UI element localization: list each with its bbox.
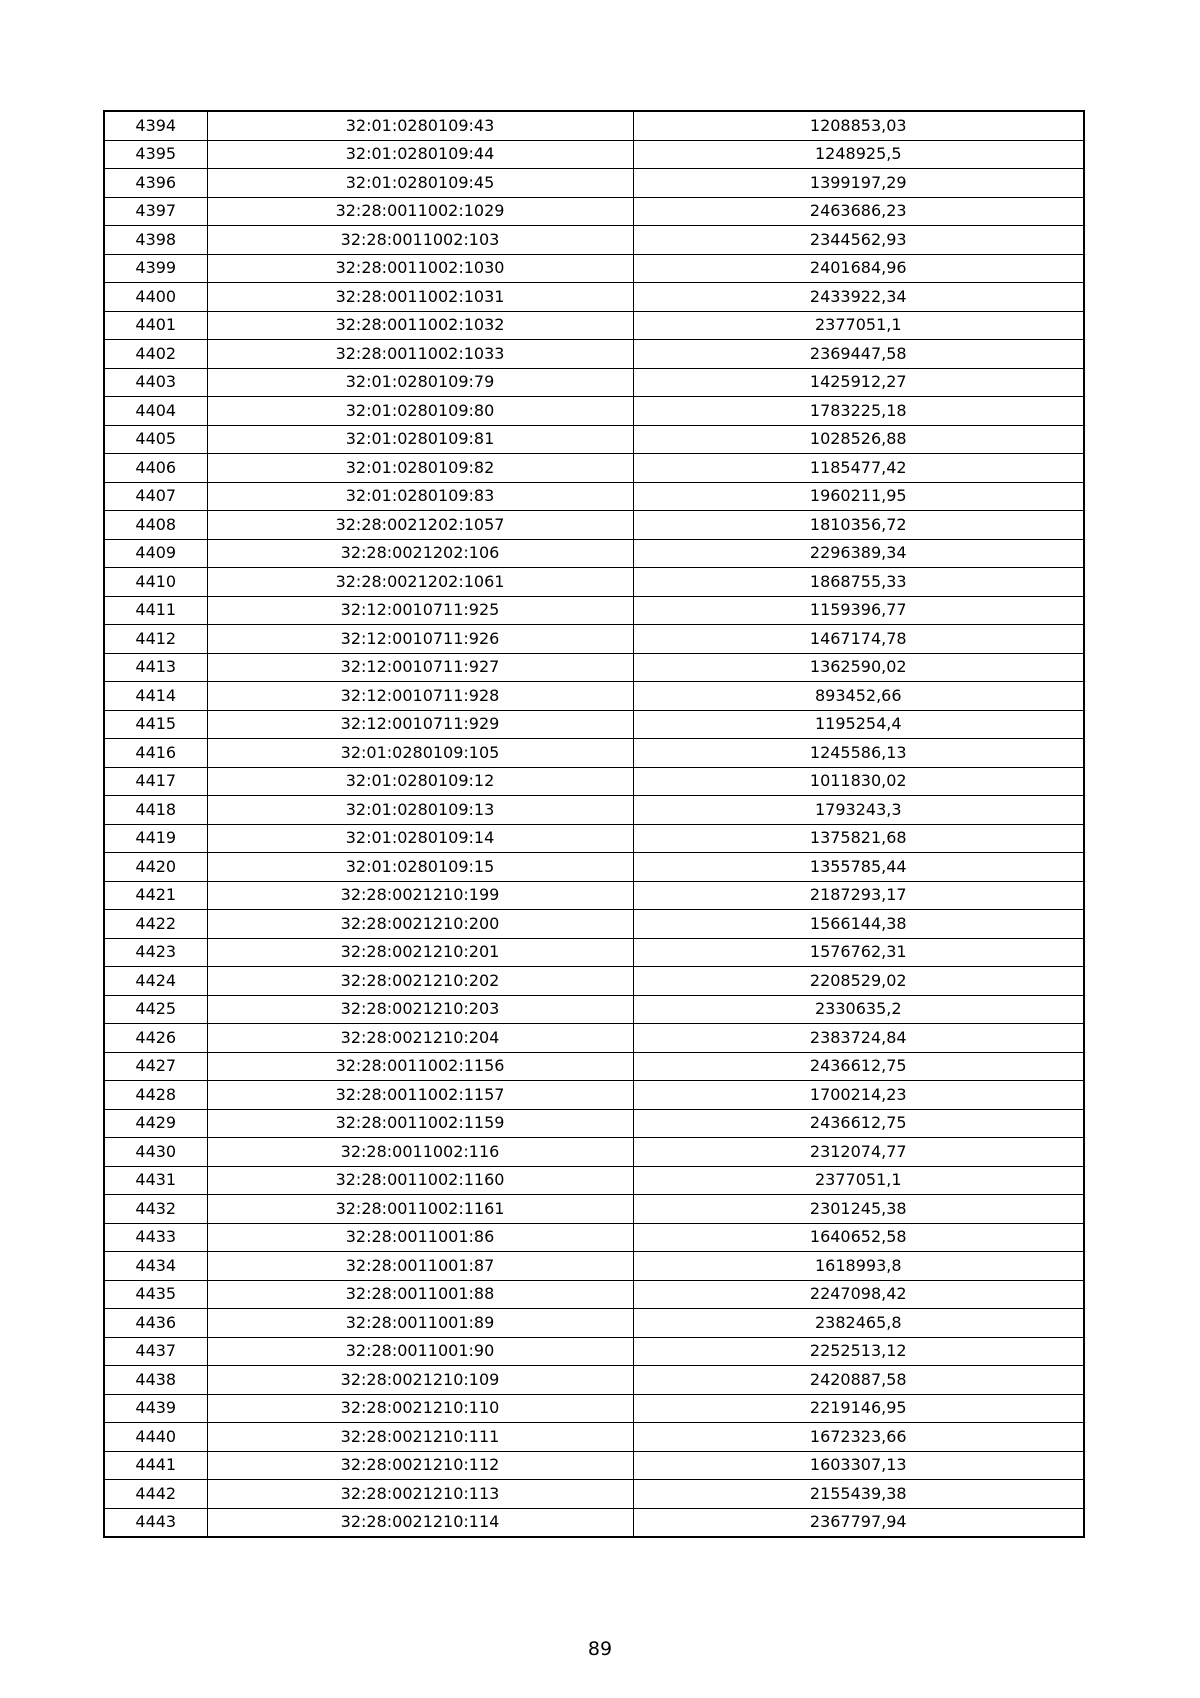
row-number-cell: 4413 [104, 653, 207, 682]
cadastral-number-cell: 32:28:0011002:1156 [207, 1052, 633, 1081]
row-number-cell: 4403 [104, 368, 207, 397]
row-number-cell: 4420 [104, 853, 207, 882]
cadastral-number-cell: 32:28:0011002:1032 [207, 311, 633, 340]
cadastral-number-cell: 32:28:0021210:200 [207, 910, 633, 939]
table-row [104, 1252, 1084, 1281]
table-row [104, 596, 1084, 625]
cadastral-number-cell: 32:28:0011002:1031 [207, 283, 633, 312]
cadastral-number-cell: 32:01:0280109:12 [207, 767, 633, 796]
table-row [104, 625, 1084, 654]
cadastral-number-cell: 32:28:0021210:111 [207, 1423, 633, 1452]
cadastral-number-cell: 32:01:0280109:79 [207, 368, 633, 397]
cadastral-value-cell: 2367797,94 [633, 1508, 1084, 1537]
row-number-cell: 4422 [104, 910, 207, 939]
cadastral-number-cell: 32:28:0011002:1161 [207, 1195, 633, 1224]
row-number-cell: 4434 [104, 1252, 207, 1281]
table-body [104, 111, 1084, 1537]
cadastral-number-cell: 32:12:0010711:926 [207, 625, 633, 654]
cadastral-number-cell: 32:28:0021202:1061 [207, 568, 633, 597]
cadastral-number-cell: 32:28:0011002:116 [207, 1138, 633, 1167]
row-number-cell: 4418 [104, 796, 207, 825]
row-number-cell: 4440 [104, 1423, 207, 1452]
row-number-cell: 4443 [104, 1508, 207, 1537]
cadastral-number-cell: 32:28:0021210:113 [207, 1480, 633, 1509]
cadastral-number-cell: 32:28:0011001:87 [207, 1252, 633, 1281]
cadastral-value-cell: 2436612,75 [633, 1109, 1084, 1138]
table-row [104, 226, 1084, 255]
table-row [104, 482, 1084, 511]
cadastral-value-cell: 2420887,58 [633, 1366, 1084, 1395]
cadastral-number-cell: 32:28:0011001:88 [207, 1280, 633, 1309]
cadastral-value-cell: 2155439,38 [633, 1480, 1084, 1509]
table-row [104, 1423, 1084, 1452]
table-row [104, 568, 1084, 597]
cadastral-value-cell: 2377051,1 [633, 1166, 1084, 1195]
row-number-cell: 4402 [104, 340, 207, 369]
cadastral-value-cell: 1783225,18 [633, 397, 1084, 426]
row-number-cell: 4438 [104, 1366, 207, 1395]
cadastral-value-cell: 2187293,17 [633, 881, 1084, 910]
cadastral-value-cell: 2312074,77 [633, 1138, 1084, 1167]
cadastral-number-cell: 32:01:0280109:80 [207, 397, 633, 426]
cadastral-number-cell: 32:28:0021210:112 [207, 1451, 633, 1480]
row-number-cell: 4432 [104, 1195, 207, 1224]
cadastral-number-cell: 32:28:0021210:114 [207, 1508, 633, 1537]
cadastral-number-cell: 32:12:0010711:925 [207, 596, 633, 625]
cadastral-number-cell: 32:12:0010711:929 [207, 710, 633, 739]
cadastral-value-cell: 1355785,44 [633, 853, 1084, 882]
cadastral-number-cell: 32:12:0010711:927 [207, 653, 633, 682]
page-number: 89 [587, 1638, 613, 1660]
cadastral-number-cell: 32:01:0280109:15 [207, 853, 633, 882]
cadastral-number-cell: 32:28:0021210:199 [207, 881, 633, 910]
table-row [104, 539, 1084, 568]
cadastral-value-cell: 2433922,34 [633, 283, 1084, 312]
cadastral-number-cell: 32:28:0021210:110 [207, 1394, 633, 1423]
row-number-cell: 4442 [104, 1480, 207, 1509]
cadastral-value-cell: 1566144,38 [633, 910, 1084, 939]
table-row [104, 1223, 1084, 1252]
row-number-cell: 4430 [104, 1138, 207, 1167]
cadastral-value-cell: 2463686,23 [633, 197, 1084, 226]
row-number-cell: 4408 [104, 511, 207, 540]
table-row [104, 397, 1084, 426]
cadastral-value-cell: 2382465,8 [633, 1309, 1084, 1338]
cadastral-number-cell: 32:01:0280109:43 [207, 111, 633, 140]
table-row [104, 283, 1084, 312]
cadastral-number-cell: 32:28:0021210:109 [207, 1366, 633, 1395]
table-row [104, 995, 1084, 1024]
row-number-cell: 4427 [104, 1052, 207, 1081]
cadastral-value-cell: 1672323,66 [633, 1423, 1084, 1452]
cadastral-number-cell: 32:01:0280109:81 [207, 425, 633, 454]
cadastral-value-cell: 2219146,95 [633, 1394, 1084, 1423]
row-number-cell: 4405 [104, 425, 207, 454]
cadastral-value-cell: 2296389,34 [633, 539, 1084, 568]
row-number-cell: 4423 [104, 938, 207, 967]
cadastral-value-cell: 1700214,23 [633, 1081, 1084, 1110]
row-number-cell: 4431 [104, 1166, 207, 1195]
table-row [104, 1394, 1084, 1423]
table-row [104, 1081, 1084, 1110]
row-number-cell: 4416 [104, 739, 207, 768]
table-row [104, 1052, 1084, 1081]
row-number-cell: 4414 [104, 682, 207, 711]
cadastral-value-cell: 1011830,02 [633, 767, 1084, 796]
row-number-cell: 4397 [104, 197, 207, 226]
row-number-cell: 4424 [104, 967, 207, 996]
cadastral-value-cell: 1159396,77 [633, 596, 1084, 625]
row-number-cell: 4417 [104, 767, 207, 796]
row-number-cell: 4396 [104, 169, 207, 198]
table-row [104, 197, 1084, 226]
cadastral-number-cell: 32:01:0280109:82 [207, 454, 633, 483]
cadastral-value-cell: 1603307,13 [633, 1451, 1084, 1480]
cadastral-number-cell: 32:28:0021202:106 [207, 539, 633, 568]
table-row [104, 682, 1084, 711]
cadastral-value-cell: 2252513,12 [633, 1337, 1084, 1366]
table-row [104, 140, 1084, 169]
row-number-cell: 4426 [104, 1024, 207, 1053]
cadastral-value-cell: 2436612,75 [633, 1052, 1084, 1081]
table-row [104, 1309, 1084, 1338]
cadastral-number-cell: 32:28:0021210:203 [207, 995, 633, 1024]
cadastral-value-cell: 1425912,27 [633, 368, 1084, 397]
table-row [104, 1024, 1084, 1053]
cadastral-number-cell: 32:28:0021210:201 [207, 938, 633, 967]
cadastral-value-cell: 1362590,02 [633, 653, 1084, 682]
row-number-cell: 4410 [104, 568, 207, 597]
cadastral-number-cell: 32:28:0011001:90 [207, 1337, 633, 1366]
table-row [104, 454, 1084, 483]
table-row [104, 967, 1084, 996]
cadastral-number-cell: 32:01:0280109:14 [207, 824, 633, 853]
cadastral-number-cell: 32:28:0011002:1160 [207, 1166, 633, 1195]
cadastral-value-cell: 1640652,58 [633, 1223, 1084, 1252]
table-row [104, 796, 1084, 825]
cadastral-value-cell: 1960211,95 [633, 482, 1084, 511]
table-row [104, 824, 1084, 853]
table-row [104, 368, 1084, 397]
cadastral-value-cell: 1793243,3 [633, 796, 1084, 825]
row-number-cell: 4398 [104, 226, 207, 255]
row-number-cell: 4439 [104, 1394, 207, 1423]
row-number-cell: 4412 [104, 625, 207, 654]
row-number-cell: 4404 [104, 397, 207, 426]
table-row [104, 1451, 1084, 1480]
cadastral-value-cell: 2369447,58 [633, 340, 1084, 369]
cadastral-value-cell: 1245586,13 [633, 739, 1084, 768]
table-row [104, 1280, 1084, 1309]
cadastral-value-cell: 1399197,29 [633, 169, 1084, 198]
table-row [104, 111, 1084, 140]
cadastral-value-cell: 1868755,33 [633, 568, 1084, 597]
cadastral-number-cell: 32:28:0021210:202 [207, 967, 633, 996]
row-number-cell: 4441 [104, 1451, 207, 1480]
cadastral-value-cell: 2344562,93 [633, 226, 1084, 255]
table-row [104, 311, 1084, 340]
table-row [104, 938, 1084, 967]
cadastral-value-cell: 1195254,4 [633, 710, 1084, 739]
row-number-cell: 4425 [104, 995, 207, 1024]
table-row [104, 767, 1084, 796]
cadastral-number-cell: 32:28:0011001:86 [207, 1223, 633, 1252]
row-number-cell: 4395 [104, 140, 207, 169]
cadastral-number-cell: 32:28:0011002:103 [207, 226, 633, 255]
table-row [104, 853, 1084, 882]
row-number-cell: 4406 [104, 454, 207, 483]
cadastral-number-cell: 32:28:0011002:1159 [207, 1109, 633, 1138]
table-row [104, 425, 1084, 454]
table-row [104, 254, 1084, 283]
row-number-cell: 4401 [104, 311, 207, 340]
row-number-cell: 4407 [104, 482, 207, 511]
table-row [104, 1337, 1084, 1366]
table-row [104, 739, 1084, 768]
table-row [104, 881, 1084, 910]
cadastral-number-cell: 32:01:0280109:83 [207, 482, 633, 511]
row-number-cell: 4415 [104, 710, 207, 739]
cadastral-value-cell: 2301245,38 [633, 1195, 1084, 1224]
table-row [104, 1366, 1084, 1395]
cadastral-value-cell: 1028526,88 [633, 425, 1084, 454]
row-number-cell: 4411 [104, 596, 207, 625]
table-row [104, 910, 1084, 939]
table-row [104, 169, 1084, 198]
cadastral-value-cell: 1576762,31 [633, 938, 1084, 967]
cadastral-value-cell: 1208853,03 [633, 111, 1084, 140]
row-number-cell: 4433 [104, 1223, 207, 1252]
row-number-cell: 4409 [104, 539, 207, 568]
cadastral-value-cell: 1467174,78 [633, 625, 1084, 654]
cadastral-value-cell: 1375821,68 [633, 824, 1084, 853]
row-number-cell: 4394 [104, 111, 207, 140]
table-row [104, 1508, 1084, 1537]
cadastral-value-table [103, 110, 1085, 1538]
cadastral-value-cell: 893452,66 [633, 682, 1084, 711]
cadastral-value-cell: 1618993,8 [633, 1252, 1084, 1281]
row-number-cell: 4400 [104, 283, 207, 312]
cadastral-value-cell: 1248925,5 [633, 140, 1084, 169]
cadastral-number-cell: 32:12:0010711:928 [207, 682, 633, 711]
cadastral-number-cell: 32:01:0280109:13 [207, 796, 633, 825]
cadastral-number-cell: 32:01:0280109:45 [207, 169, 633, 198]
table-row [104, 710, 1084, 739]
cadastral-number-cell: 32:28:0011002:1030 [207, 254, 633, 283]
cadastral-value-cell: 2377051,1 [633, 311, 1084, 340]
cadastral-number-cell: 32:28:0011002:1033 [207, 340, 633, 369]
table-row [104, 1138, 1084, 1167]
row-number-cell: 4437 [104, 1337, 207, 1366]
table-row [104, 653, 1084, 682]
cadastral-number-cell: 32:28:0011001:89 [207, 1309, 633, 1338]
cadastral-value-cell: 2401684,96 [633, 254, 1084, 283]
table-row [104, 1195, 1084, 1224]
table-row [104, 511, 1084, 540]
cadastral-value-cell: 2383724,84 [633, 1024, 1084, 1053]
cadastral-value-cell: 2330635,2 [633, 995, 1084, 1024]
cadastral-number-cell: 32:28:0021202:1057 [207, 511, 633, 540]
cadastral-number-cell: 32:28:0011002:1029 [207, 197, 633, 226]
cadastral-number-cell: 32:28:0011002:1157 [207, 1081, 633, 1110]
cadastral-value-cell: 2247098,42 [633, 1280, 1084, 1309]
row-number-cell: 4421 [104, 881, 207, 910]
table-row [104, 1166, 1084, 1195]
table-row [104, 1109, 1084, 1138]
table-row [104, 340, 1084, 369]
cadastral-number-cell: 32:01:0280109:105 [207, 739, 633, 768]
cadastral-number-cell: 32:28:0021210:204 [207, 1024, 633, 1053]
row-number-cell: 4436 [104, 1309, 207, 1338]
row-number-cell: 4428 [104, 1081, 207, 1110]
cadastral-value-cell: 1810356,72 [633, 511, 1084, 540]
row-number-cell: 4419 [104, 824, 207, 853]
cadastral-number-cell: 32:01:0280109:44 [207, 140, 633, 169]
cadastral-value-cell: 2208529,02 [633, 967, 1084, 996]
row-number-cell: 4435 [104, 1280, 207, 1309]
cadastral-value-cell: 1185477,42 [633, 454, 1084, 483]
row-number-cell: 4399 [104, 254, 207, 283]
row-number-cell: 4429 [104, 1109, 207, 1138]
table-row [104, 1480, 1084, 1509]
